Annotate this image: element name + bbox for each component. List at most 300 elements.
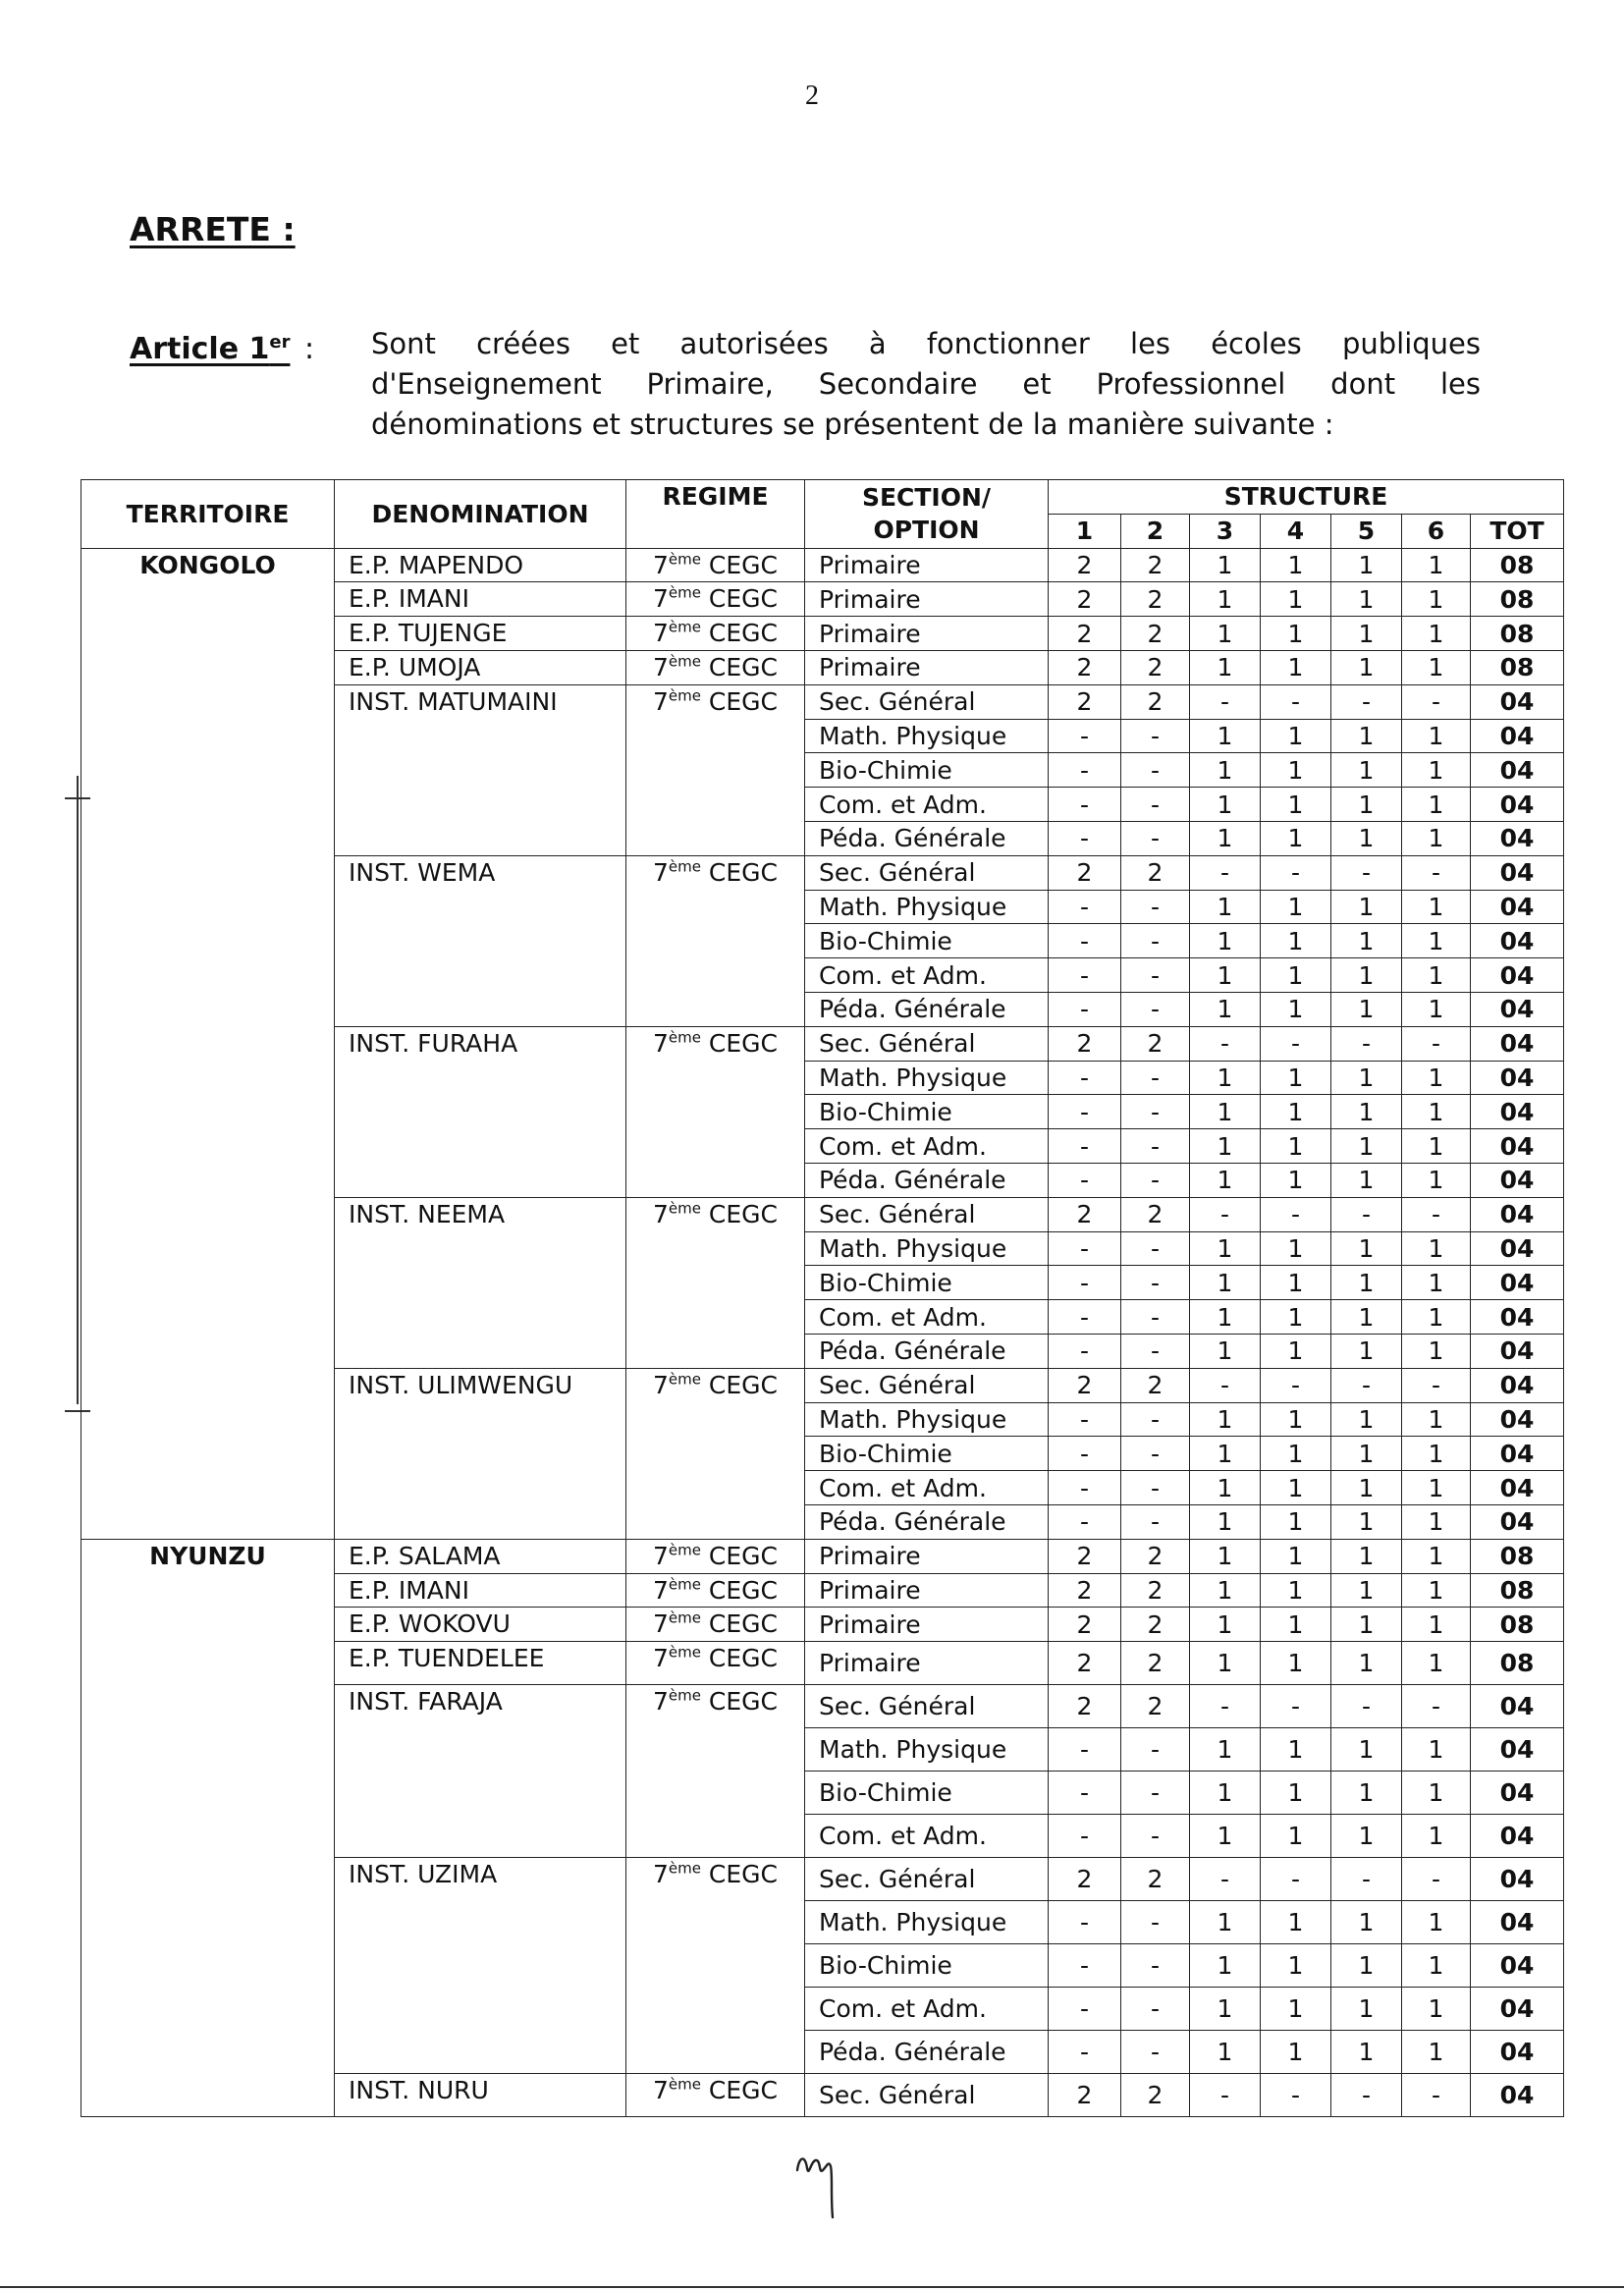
structure-cell: 1 xyxy=(1261,650,1331,684)
denomination-cell: INST. WEMA xyxy=(335,855,626,1026)
section-cell: Math. Physique xyxy=(805,1231,1049,1266)
structure-cell: 1 xyxy=(1190,1163,1261,1197)
header-col-3: 3 xyxy=(1190,514,1261,548)
section-cell: Com. et Adm. xyxy=(805,1988,1049,2031)
structure-cell: - xyxy=(1402,1368,1471,1402)
regime-text: CEGC xyxy=(700,1199,778,1228)
section-cell: Sec. Général xyxy=(805,2074,1049,2117)
article-label xyxy=(130,332,290,366)
regime-cell xyxy=(626,548,805,582)
structure-cell: 1 xyxy=(1261,1266,1331,1300)
header-col-4: 4 xyxy=(1261,514,1331,548)
structure-cell: 1 xyxy=(1331,821,1402,855)
structure-cell: - xyxy=(1121,1815,1190,1858)
section-cell: Primaire xyxy=(805,548,1049,582)
structure-cell: 1 xyxy=(1261,1728,1331,1772)
structure-cell: 2 xyxy=(1121,2074,1190,2117)
structure-cell: 2 xyxy=(1121,1858,1190,1901)
structure-cell: 1 xyxy=(1331,650,1402,684)
section-cell: Com. et Adm. xyxy=(805,958,1049,993)
total-cell: 04 xyxy=(1471,788,1564,822)
total-cell: 04 xyxy=(1471,1858,1564,1901)
structure-cell: 1 xyxy=(1331,753,1402,788)
structure-cell: - xyxy=(1049,1402,1121,1437)
regime-cell xyxy=(626,855,805,1026)
regime-text: CEGC xyxy=(700,1575,778,1605)
structure-cell: 1 xyxy=(1402,1402,1471,1437)
structure-cell: - xyxy=(1049,1988,1121,2031)
structure-cell: - xyxy=(1121,1504,1190,1539)
structure-cell: 1 xyxy=(1261,1061,1331,1095)
section-cell: Com. et Adm. xyxy=(805,1300,1049,1335)
regime-text: CEGC xyxy=(700,1860,778,1889)
structure-cell: 1 xyxy=(1190,1266,1261,1300)
section-cell: Sec. Général xyxy=(805,684,1049,719)
regime-number: 7 xyxy=(652,1541,669,1570)
regime-text: CEGC xyxy=(700,857,778,887)
structure-cell: - xyxy=(1331,2074,1402,2117)
regime-sup: ème xyxy=(668,1859,701,1878)
structure-cell: 1 xyxy=(1402,1266,1471,1300)
structure-cell: - xyxy=(1121,1266,1190,1300)
structure-cell: - xyxy=(1190,1026,1261,1061)
structure-cell: 1 xyxy=(1261,1504,1331,1539)
structure-cell: 1 xyxy=(1402,650,1471,684)
structure-cell: 1 xyxy=(1402,1815,1471,1858)
section-cell: Bio-Chimie xyxy=(805,1095,1049,1129)
structure-cell: - xyxy=(1049,992,1121,1026)
section-cell: Primaire xyxy=(805,1573,1049,1608)
structure-cell: 1 xyxy=(1261,1573,1331,1608)
total-cell: 04 xyxy=(1471,1402,1564,1437)
regime-sup: ème xyxy=(668,1643,701,1662)
regime-sup: ème xyxy=(668,1608,701,1627)
structure-cell: 1 xyxy=(1331,924,1402,958)
section-cell: Com. et Adm. xyxy=(805,1129,1049,1164)
structure-cell: 1 xyxy=(1402,1988,1471,2031)
structure-cell: - xyxy=(1121,1095,1190,1129)
header-col-6: 6 xyxy=(1402,514,1471,548)
section-cell: Primaire xyxy=(805,1539,1049,1573)
structure-cell: 2 xyxy=(1049,2074,1121,2117)
total-cell: 04 xyxy=(1471,1944,1564,1988)
structure-cell: - xyxy=(1190,684,1261,719)
structure-cell: 1 xyxy=(1190,1095,1261,1129)
structure-cell: 1 xyxy=(1402,1231,1471,1266)
section-cell: Math. Physique xyxy=(805,1402,1049,1437)
structure-cell: - xyxy=(1049,2031,1121,2074)
section-cell: Péda. Générale xyxy=(805,992,1049,1026)
structure-cell: - xyxy=(1190,2074,1261,2117)
structure-cell: 1 xyxy=(1261,753,1331,788)
schools-table xyxy=(81,479,1564,2117)
regime-number: 7 xyxy=(652,584,669,614)
structure-cell: - xyxy=(1049,821,1121,855)
structure-cell: - xyxy=(1049,958,1121,993)
structure-cell: 1 xyxy=(1261,1437,1331,1471)
total-cell: 04 xyxy=(1471,1988,1564,2031)
structure-cell: 1 xyxy=(1331,2031,1402,2074)
structure-cell: 1 xyxy=(1190,1608,1261,1642)
regime-number: 7 xyxy=(652,1028,669,1058)
structure-cell: 1 xyxy=(1331,1815,1402,1858)
structure-cell: 1 xyxy=(1190,1231,1261,1266)
total-cell: 04 xyxy=(1471,1728,1564,1772)
total-cell: 08 xyxy=(1471,1539,1564,1573)
structure-cell: 2 xyxy=(1049,684,1121,719)
structure-cell: 1 xyxy=(1402,1471,1471,1505)
total-cell: 04 xyxy=(1471,684,1564,719)
signature-initials xyxy=(793,2149,842,2219)
structure-cell: 1 xyxy=(1261,890,1331,924)
regime-sup: ème xyxy=(668,2075,701,2094)
structure-cell: - xyxy=(1402,2074,1471,2117)
structure-cell: - xyxy=(1049,890,1121,924)
total-cell: 04 xyxy=(1471,1901,1564,1944)
section-cell: Bio-Chimie xyxy=(805,924,1049,958)
structure-cell: 1 xyxy=(1402,617,1471,651)
structure-cell: 1 xyxy=(1331,1471,1402,1505)
structure-cell: - xyxy=(1331,1685,1402,1728)
structure-cell: 1 xyxy=(1261,1772,1331,1815)
structure-cell: 2 xyxy=(1121,650,1190,684)
structure-cell: 1 xyxy=(1331,1988,1402,2031)
structure-cell: 1 xyxy=(1331,1944,1402,1988)
total-cell: 04 xyxy=(1471,1772,1564,1815)
structure-cell: - xyxy=(1261,1026,1331,1061)
structure-cell: - xyxy=(1049,1437,1121,1471)
structure-cell: 1 xyxy=(1331,1437,1402,1471)
structure-cell: 1 xyxy=(1331,1266,1402,1300)
regime-text: CEGC xyxy=(700,1028,778,1058)
header-regime: REGIME xyxy=(626,480,805,549)
section-cell: Sec. Général xyxy=(805,1685,1049,1728)
structure-cell: 1 xyxy=(1190,1988,1261,2031)
structure-cell: - xyxy=(1121,1471,1190,1505)
structure-cell: 1 xyxy=(1190,2031,1261,2074)
section-cell: Sec. Général xyxy=(805,855,1049,890)
section-cell: Primaire xyxy=(805,617,1049,651)
regime-text: CEGC xyxy=(700,1541,778,1570)
structure-cell: - xyxy=(1121,958,1190,993)
regime-cell xyxy=(626,2074,805,2117)
structure-cell: 1 xyxy=(1261,1988,1331,2031)
total-cell: 08 xyxy=(1471,617,1564,651)
total-cell: 04 xyxy=(1471,1231,1564,1266)
section-cell: Math. Physique xyxy=(805,1061,1049,1095)
structure-cell: 1 xyxy=(1190,1300,1261,1335)
structure-cell: 1 xyxy=(1402,821,1471,855)
structure-cell: 1 xyxy=(1402,582,1471,617)
territoire-cell: KONGOLO xyxy=(81,548,335,1539)
structure-cell: - xyxy=(1121,1944,1190,1988)
structure-cell: 2 xyxy=(1049,1573,1121,1608)
denomination-cell: E.P. TUENDELEE xyxy=(335,1642,626,1685)
structure-cell: 1 xyxy=(1402,1772,1471,1815)
structure-cell: 1 xyxy=(1331,1300,1402,1335)
header-col-1: 1 xyxy=(1049,514,1121,548)
regime-text: CEGC xyxy=(700,550,778,579)
section-cell: Primaire xyxy=(805,582,1049,617)
header-structure: STRUCTURE xyxy=(1049,480,1564,515)
structure-cell: - xyxy=(1121,1300,1190,1335)
header-territoire: TERRITOIRE xyxy=(81,480,335,549)
total-cell: 04 xyxy=(1471,1129,1564,1164)
structure-cell: 1 xyxy=(1261,1300,1331,1335)
structure-cell: 1 xyxy=(1190,992,1261,1026)
regime-sup: ème xyxy=(668,584,701,603)
structure-cell: - xyxy=(1121,2031,1190,2074)
structure-cell: 2 xyxy=(1121,1608,1190,1642)
structure-cell: 1 xyxy=(1402,1573,1471,1608)
structure-cell: - xyxy=(1121,1437,1190,1471)
structure-cell: - xyxy=(1049,1944,1121,1988)
structure-cell: 1 xyxy=(1261,1815,1331,1858)
structure-cell: 1 xyxy=(1331,1129,1402,1164)
structure-cell: 1 xyxy=(1190,1437,1261,1471)
structure-cell: 1 xyxy=(1402,1642,1471,1685)
regime-cell xyxy=(626,1608,805,1642)
denomination-cell: E.P. TUJENGE xyxy=(335,617,626,651)
structure-cell: 1 xyxy=(1331,1728,1402,1772)
section-cell: Math. Physique xyxy=(805,1728,1049,1772)
structure-cell: 1 xyxy=(1261,1471,1331,1505)
structure-cell: - xyxy=(1331,1368,1402,1402)
structure-cell: - xyxy=(1049,1334,1121,1368)
structure-cell: 1 xyxy=(1261,1129,1331,1164)
regime-cell xyxy=(626,1573,805,1608)
regime-cell xyxy=(626,650,805,684)
structure-cell: - xyxy=(1121,1163,1190,1197)
structure-cell: 1 xyxy=(1261,1402,1331,1437)
structure-cell: 1 xyxy=(1331,1608,1402,1642)
footer-rule xyxy=(0,2286,1624,2288)
structure-cell: 2 xyxy=(1049,650,1121,684)
article-line: d'Enseignement Primaire, Secondaire et Professionnel dont les xyxy=(371,367,1481,401)
header-col-tot: TOT xyxy=(1471,514,1564,548)
section-cell: Sec. Général xyxy=(805,1858,1049,1901)
structure-cell: 2 xyxy=(1049,548,1121,582)
section-cell: Math. Physique xyxy=(805,1901,1049,1944)
structure-cell: - xyxy=(1049,1061,1121,1095)
regime-sup: ème xyxy=(668,1686,701,1705)
structure-cell: 1 xyxy=(1261,992,1331,1026)
structure-cell: 1 xyxy=(1190,958,1261,993)
structure-cell: 2 xyxy=(1121,1539,1190,1573)
structure-cell: 2 xyxy=(1049,582,1121,617)
structure-cell: 1 xyxy=(1261,821,1331,855)
section-cell: Bio-Chimie xyxy=(805,753,1049,788)
regime-number: 7 xyxy=(652,1860,669,1889)
regime-text: CEGC xyxy=(700,1687,778,1717)
denomination-cell: INST. MATUMAINI xyxy=(335,684,626,855)
structure-cell: 1 xyxy=(1190,582,1261,617)
structure-cell: 1 xyxy=(1261,1944,1331,1988)
section-cell: Sec. Général xyxy=(805,1197,1049,1231)
structure-cell: 2 xyxy=(1121,548,1190,582)
structure-cell: 1 xyxy=(1402,1300,1471,1335)
structure-cell: 1 xyxy=(1190,1573,1261,1608)
structure-cell: - xyxy=(1049,1728,1121,1772)
structure-cell: - xyxy=(1190,1197,1261,1231)
structure-cell: 2 xyxy=(1049,1685,1121,1728)
structure-cell: - xyxy=(1049,1300,1121,1335)
structure-cell: 1 xyxy=(1190,788,1261,822)
structure-cell: 1 xyxy=(1190,1061,1261,1095)
total-cell: 04 xyxy=(1471,1334,1564,1368)
structure-cell: 2 xyxy=(1049,855,1121,890)
structure-cell: 1 xyxy=(1402,992,1471,1026)
structure-cell: 1 xyxy=(1190,821,1261,855)
structure-cell: 1 xyxy=(1402,1061,1471,1095)
structure-cell: 2 xyxy=(1049,1197,1121,1231)
denomination-cell: E.P. WOKOVU xyxy=(335,1608,626,1642)
total-cell: 04 xyxy=(1471,2031,1564,2074)
section-cell: Bio-Chimie xyxy=(805,1772,1049,1815)
structure-cell: - xyxy=(1121,719,1190,753)
structure-cell: - xyxy=(1261,2074,1331,2117)
structure-cell: 1 xyxy=(1331,1334,1402,1368)
table-row xyxy=(81,1539,1564,1573)
regime-number: 7 xyxy=(652,1644,669,1673)
regime-text: CEGC xyxy=(700,584,778,614)
structure-cell: 1 xyxy=(1190,753,1261,788)
structure-cell: - xyxy=(1049,1504,1121,1539)
regime-cell xyxy=(626,1858,805,2074)
total-cell: 08 xyxy=(1471,1642,1564,1685)
structure-cell: 1 xyxy=(1190,719,1261,753)
total-cell: 04 xyxy=(1471,2074,1564,2117)
structure-cell: - xyxy=(1331,855,1402,890)
structure-cell: 1 xyxy=(1402,1504,1471,1539)
structure-cell: 1 xyxy=(1402,1129,1471,1164)
regime-cell xyxy=(626,1685,805,1858)
regime-number: 7 xyxy=(652,1687,669,1717)
structure-cell: 1 xyxy=(1261,924,1331,958)
structure-cell: 1 xyxy=(1190,1642,1261,1685)
structure-cell: 2 xyxy=(1049,1368,1121,1402)
structure-cell: - xyxy=(1331,1026,1402,1061)
structure-cell: - xyxy=(1121,753,1190,788)
regime-number: 7 xyxy=(652,652,669,682)
structure-cell: 1 xyxy=(1402,1901,1471,1944)
structure-cell: 1 xyxy=(1402,719,1471,753)
structure-cell: 1 xyxy=(1402,548,1471,582)
structure-cell: - xyxy=(1190,1368,1261,1402)
section-cell: Math. Physique xyxy=(805,890,1049,924)
structure-cell: - xyxy=(1331,1858,1402,1901)
regime-number: 7 xyxy=(652,1609,669,1639)
denomination-cell: E.P. SALAMA xyxy=(335,1539,626,1573)
regime-number: 7 xyxy=(652,1370,669,1399)
structure-cell: - xyxy=(1121,821,1190,855)
regime-cell xyxy=(626,684,805,855)
structure-cell: 1 xyxy=(1190,890,1261,924)
structure-cell: 2 xyxy=(1049,1026,1121,1061)
structure-cell: - xyxy=(1049,753,1121,788)
structure-cell: - xyxy=(1049,1095,1121,1129)
regime-sup: ème xyxy=(668,618,701,636)
denomination-cell: E.P. MAPENDO xyxy=(335,548,626,582)
denomination-cell: INST. FARAJA xyxy=(335,1685,626,1858)
regime-cell xyxy=(626,1368,805,1539)
structure-cell: - xyxy=(1049,788,1121,822)
structure-cell: - xyxy=(1049,1901,1121,1944)
header-section-line2: OPTION xyxy=(873,516,980,545)
structure-cell: 1 xyxy=(1190,650,1261,684)
structure-cell: - xyxy=(1402,1685,1471,1728)
structure-cell: 1 xyxy=(1402,2031,1471,2074)
structure-cell: 2 xyxy=(1049,1642,1121,1685)
structure-cell: 1 xyxy=(1261,788,1331,822)
structure-cell: - xyxy=(1402,684,1471,719)
structure-cell: - xyxy=(1261,1858,1331,1901)
structure-cell: 1 xyxy=(1261,1163,1331,1197)
total-cell: 04 xyxy=(1471,1095,1564,1129)
structure-cell: - xyxy=(1049,1471,1121,1505)
denomination-cell: E.P. UMOJA xyxy=(335,650,626,684)
structure-cell: - xyxy=(1121,1901,1190,1944)
regime-cell xyxy=(626,617,805,651)
structure-cell: 2 xyxy=(1121,1026,1190,1061)
section-cell: Math. Physique xyxy=(805,719,1049,753)
structure-cell: - xyxy=(1049,924,1121,958)
denomination-cell: INST. NEEMA xyxy=(335,1197,626,1368)
structure-cell: - xyxy=(1049,1772,1121,1815)
structure-cell: 1 xyxy=(1190,1402,1261,1437)
regime-cell xyxy=(626,582,805,617)
structure-cell: - xyxy=(1121,1988,1190,2031)
structure-cell: - xyxy=(1402,1858,1471,1901)
section-cell: Sec. Général xyxy=(805,1368,1049,1402)
regime-text: CEGC xyxy=(700,1644,778,1673)
section-cell: Péda. Générale xyxy=(805,1163,1049,1197)
structure-cell: - xyxy=(1049,719,1121,753)
article-label-text: Article 1 xyxy=(130,332,270,366)
structure-cell: 1 xyxy=(1261,1901,1331,1944)
structure-cell: 1 xyxy=(1190,1901,1261,1944)
structure-cell: 1 xyxy=(1190,617,1261,651)
structure-cell: - xyxy=(1121,992,1190,1026)
page-number: 2 xyxy=(805,81,819,111)
structure-cell: 1 xyxy=(1402,958,1471,993)
total-cell: 04 xyxy=(1471,1685,1564,1728)
structure-cell: 1 xyxy=(1402,890,1471,924)
structure-cell: - xyxy=(1049,1129,1121,1164)
structure-cell: - xyxy=(1121,1334,1190,1368)
structure-cell: 1 xyxy=(1331,958,1402,993)
structure-cell: - xyxy=(1121,1402,1190,1437)
structure-cell: 1 xyxy=(1190,1129,1261,1164)
structure-cell: 1 xyxy=(1402,1608,1471,1642)
territoire-cell: NYUNZU xyxy=(81,1539,335,2116)
structure-cell: - xyxy=(1261,855,1331,890)
regime-text: CEGC xyxy=(700,619,778,648)
regime-cell xyxy=(626,1026,805,1197)
regime-sup: ème xyxy=(668,1575,701,1594)
structure-cell: 1 xyxy=(1190,1944,1261,1988)
regime-number: 7 xyxy=(652,686,669,716)
structure-cell: - xyxy=(1049,1231,1121,1266)
article-colon: : xyxy=(304,332,315,366)
structure-cell: - xyxy=(1402,855,1471,890)
structure-cell: - xyxy=(1121,924,1190,958)
structure-cell: 1 xyxy=(1402,1728,1471,1772)
regime-sup: ème xyxy=(668,1028,701,1047)
total-cell: 04 xyxy=(1471,924,1564,958)
structure-cell: 1 xyxy=(1261,719,1331,753)
structure-cell: - xyxy=(1190,1858,1261,1901)
